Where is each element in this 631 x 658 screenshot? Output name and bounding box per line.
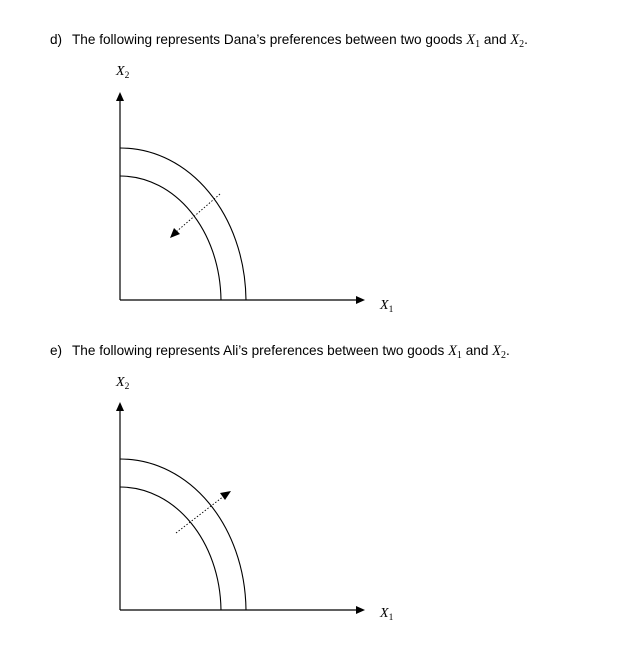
x-axis-label: $X_1$ (380, 606, 394, 623)
indifference-curve-inner (120, 487, 221, 610)
question-label: e) (50, 343, 63, 358)
period: . (506, 343, 510, 358)
good-x2: $X_2$ (492, 343, 507, 361)
x-axis-label: $X_1$ (380, 298, 394, 315)
indifference-curve-outer (120, 148, 246, 300)
indifference-diagram-e (0, 310, 631, 640)
preference-direction-line (176, 194, 220, 232)
connector-text: and (480, 32, 511, 47)
y-axis-arrowhead (116, 92, 124, 101)
y-axis-arrowhead (116, 402, 124, 411)
x-axis-arrowhead (356, 606, 365, 614)
indifference-curve-outer (120, 459, 246, 610)
question-text: The following represents Ali’s preferences between two goods (72, 343, 449, 358)
preference-arrowhead (170, 228, 180, 238)
x-axis-arrowhead (356, 296, 365, 304)
good-x2: $X_2$ (510, 32, 525, 50)
indifference-curve-inner (120, 176, 221, 300)
question-text: The following represents Dana’s preferences between two goods (72, 32, 467, 47)
period: . (524, 32, 528, 47)
preference-arrowhead (220, 491, 231, 500)
y-axis-label: $X_2$ (116, 64, 130, 81)
good-x1: $X_1$ (448, 343, 462, 361)
y-axis-label: $X_2$ (116, 375, 130, 392)
connector-text: and (461, 343, 493, 358)
question-label: d) (50, 32, 63, 47)
good-x1: $X_1$ (466, 32, 481, 50)
